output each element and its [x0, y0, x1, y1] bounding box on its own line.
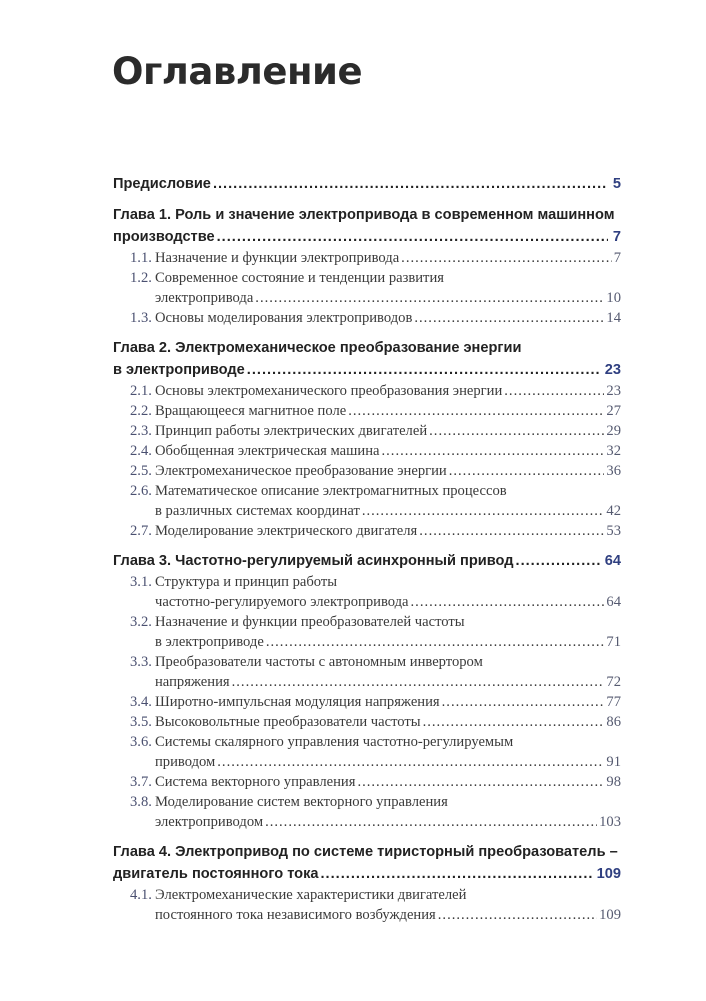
dot-leader	[213, 173, 608, 195]
section-number: 3.8.	[130, 794, 152, 810]
toc-section-entry[interactable]	[113, 792, 621, 832]
page-number: 23	[606, 383, 621, 399]
toc-section-entry[interactable]	[113, 572, 621, 612]
dot-leader	[429, 421, 604, 441]
page-number: 42	[606, 503, 621, 519]
entry-title: в электроприводе	[155, 634, 264, 650]
page-number: 32	[606, 443, 621, 459]
section-number: 1.3.	[130, 310, 152, 326]
entry-title: Высоковольтные преобразователи частоты	[155, 714, 421, 730]
entry-title: Системы скалярного управления частотно-регулируемым	[155, 734, 514, 750]
page-number: 14	[606, 310, 621, 326]
page-number: 109	[599, 907, 621, 923]
dot-leader	[357, 772, 604, 792]
toc-section-entry[interactable]	[113, 885, 621, 925]
dot-leader	[255, 288, 604, 308]
dot-leader	[266, 632, 605, 652]
entry-title: Глава 2. Электромеханическое преобразование энергии	[113, 340, 522, 356]
page-title: Оглавление	[112, 50, 363, 93]
entry-title: Обобщенная электрическая машина	[155, 443, 380, 459]
entry-title: Структура и принцип работы	[155, 574, 338, 590]
toc-chapter-entry[interactable]	[113, 841, 621, 885]
page-number: 5	[612, 176, 621, 192]
entry-title: электроприводом	[155, 814, 264, 830]
page-number: 23	[604, 362, 621, 378]
entry-title: Основы моделирования электроприводов	[155, 310, 413, 326]
dot-leader	[362, 501, 605, 521]
section-number: 2.4.	[130, 443, 152, 459]
toc-section-entry[interactable]	[113, 268, 621, 308]
entry-title: Преобразователи частоты с автономным инвертором	[155, 654, 483, 670]
page-number: 72	[606, 674, 621, 690]
section-number: 2.1.	[130, 383, 152, 399]
entry-title: в электроприводе	[113, 362, 245, 378]
toc-section-entry[interactable]	[113, 308, 621, 328]
entry-title: Моделирование систем векторного управления	[155, 794, 448, 810]
dot-leader	[217, 752, 604, 772]
dot-leader	[504, 381, 604, 401]
dot-leader	[411, 592, 605, 612]
dot-leader	[438, 905, 597, 925]
toc-section-entry[interactable]	[113, 652, 621, 692]
entry-title: Назначение и функции электропривода	[155, 250, 400, 266]
entry-title: Глава 4. Электропривод по системе тиристорный преобразователь –	[113, 844, 618, 860]
dot-leader	[516, 550, 600, 572]
page-number: 36	[606, 463, 621, 479]
entry-title: частотно-регулируемого электропривода	[155, 594, 409, 610]
section-number: 2.3.	[130, 423, 152, 439]
page-number: 98	[606, 774, 621, 790]
dot-leader	[414, 308, 604, 328]
page-number: 27	[606, 403, 621, 419]
dot-leader	[348, 401, 604, 421]
dot-leader	[401, 248, 612, 268]
toc-section-entry[interactable]	[113, 732, 621, 772]
entry-title: Глава 3. Частотно-регулируемый асинхронный привод	[113, 553, 514, 569]
toc-section-entry[interactable]	[113, 712, 621, 732]
page-number: 103	[599, 814, 621, 830]
page-number: 10	[606, 290, 621, 306]
page-number: 7	[613, 250, 621, 266]
toc-section-entry[interactable]	[113, 692, 621, 712]
entry-title: Назначение и функции преобразователей частоты	[155, 614, 465, 630]
toc-section-entry[interactable]	[113, 401, 621, 421]
toc-section-entry[interactable]	[113, 248, 621, 268]
entry-title: Основы электромеханического преобразования энергии	[155, 383, 503, 399]
entry-title: Математическое описание электромагнитных процессов	[155, 483, 507, 499]
toc-chapter-entry[interactable]	[113, 204, 621, 248]
section-number: 3.7.	[130, 774, 152, 790]
page-number: 109	[596, 866, 621, 882]
dot-leader	[419, 521, 604, 541]
table-of-contents	[113, 173, 621, 925]
entry-title: Электромеханическое преобразование энергии	[155, 463, 447, 479]
toc-chapter-entry[interactable]	[113, 337, 621, 381]
entry-title: производстве	[113, 229, 215, 245]
page-number: 71	[606, 634, 621, 650]
toc-section-entry[interactable]	[113, 461, 621, 481]
section-number: 3.2.	[130, 614, 152, 630]
entry-title: Глава 1. Роль и значение электропривода в современном машинном	[113, 207, 615, 223]
entry-title: Предисловие	[113, 176, 211, 192]
dot-leader	[442, 692, 605, 712]
entry-title: Принцип работы электрических двигателей	[155, 423, 428, 439]
entry-title: Электромеханические характеристики двигателей	[155, 887, 467, 903]
toc-section-entry[interactable]	[113, 421, 621, 441]
toc-section-entry[interactable]	[113, 772, 621, 792]
dot-leader	[232, 672, 605, 692]
entry-title: Система векторного управления	[155, 774, 356, 790]
dot-leader	[217, 226, 608, 248]
toc-section-entry[interactable]	[113, 481, 621, 521]
entry-title: в различных системах координат	[155, 503, 360, 519]
page-number: 53	[606, 523, 621, 539]
toc-chapter-entry[interactable]	[113, 173, 621, 195]
page-number: 64	[604, 553, 621, 569]
section-number: 1.2.	[130, 270, 152, 286]
dot-leader	[423, 712, 605, 732]
entry-title: Вращающееся магнитное поле	[155, 403, 347, 419]
page-number: 7	[612, 229, 621, 245]
page-number: 91	[606, 754, 621, 770]
dot-leader	[265, 812, 597, 832]
toc-chapter-entry[interactable]	[113, 550, 621, 572]
page-number: 64	[606, 594, 621, 610]
section-number: 2.7.	[130, 523, 152, 539]
entry-title: напряжения	[155, 674, 230, 690]
toc-section-entry[interactable]	[113, 441, 621, 461]
toc-section-entry[interactable]	[113, 521, 621, 541]
toc-section-entry[interactable]	[113, 381, 621, 401]
section-number: 3.6.	[130, 734, 152, 750]
dot-leader	[321, 863, 592, 885]
section-number: 3.5.	[130, 714, 152, 730]
entry-title: Современное состояние и тенденции развития	[155, 270, 444, 286]
entry-title: Широтно-импульсная модуляция напряжения	[155, 694, 440, 710]
dot-leader	[247, 359, 600, 381]
section-number: 2.6.	[130, 483, 152, 499]
section-number: 3.3.	[130, 654, 152, 670]
section-number: 3.1.	[130, 574, 152, 590]
entry-title: двигатель постоянного тока	[113, 866, 319, 882]
entry-title: электропривода	[155, 290, 254, 306]
dot-leader	[382, 441, 605, 461]
entry-title: постоянного тока независимого возбуждения	[155, 907, 436, 923]
section-number: 2.2.	[130, 403, 152, 419]
section-number: 2.5.	[130, 463, 152, 479]
section-number: 3.4.	[130, 694, 152, 710]
page-number: 86	[606, 714, 621, 730]
entry-title: Моделирование электрического двигателя	[155, 523, 418, 539]
entry-title: приводом	[155, 754, 216, 770]
toc-section-entry[interactable]	[113, 612, 621, 652]
section-number: 4.1.	[130, 887, 152, 903]
page-number: 77	[606, 694, 621, 710]
page-number: 29	[606, 423, 621, 439]
section-number: 1.1.	[130, 250, 152, 266]
dot-leader	[449, 461, 605, 481]
